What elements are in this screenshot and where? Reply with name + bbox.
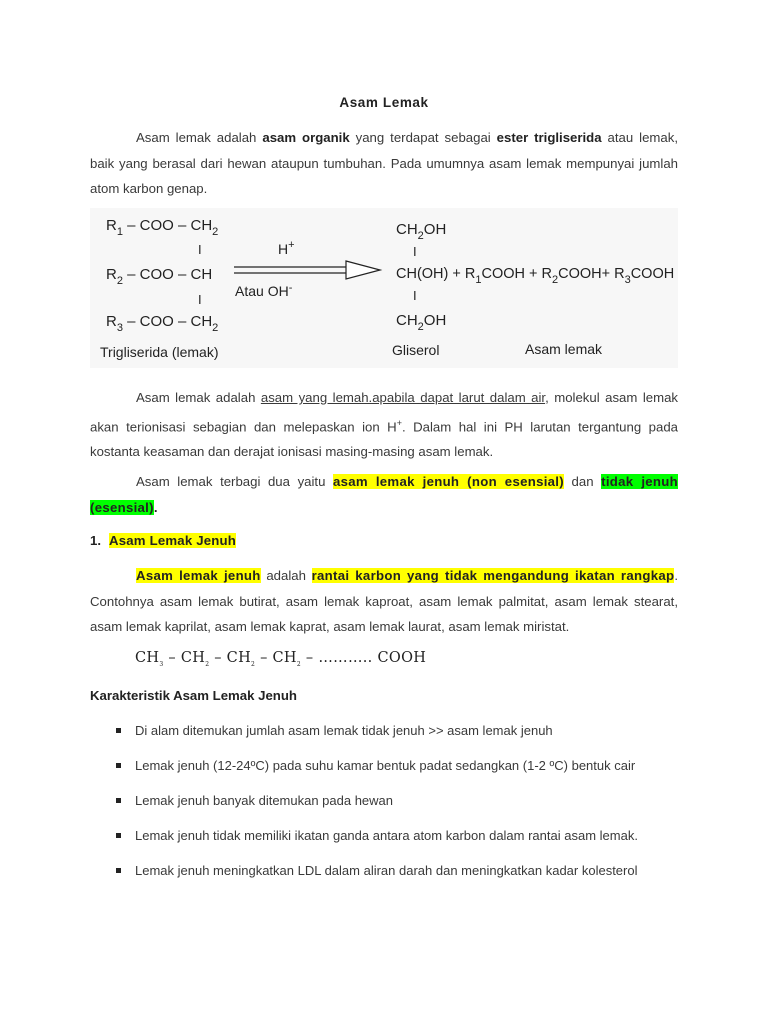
para-text: . Dalam hal ini PH larutan tergantung pada kostanta keasaman dan derajat ionisasi masing-masing asam lemak. bbox=[90, 418, 678, 460]
bullet-icon bbox=[116, 763, 121, 768]
list-item-text: Di alam ditemukan jumlah asam lemak tidak jenuh >> asam lemak jenuh bbox=[135, 723, 553, 738]
bold-term: asam organik bbox=[262, 130, 350, 145]
list-item bbox=[116, 720, 716, 755]
para-text: yang terdapat sebagai bbox=[349, 130, 497, 145]
bullet-icon bbox=[116, 833, 121, 838]
list-item-text: Lemak jenuh meningkatkan LDL dalam aliran darah dan meningkatkan kadar kolesterol bbox=[135, 863, 638, 878]
reaction-arrow bbox=[234, 261, 380, 279]
diagram-text: $CH_2OH$ bbox=[396, 312, 447, 333]
list-item bbox=[116, 790, 716, 825]
superscript: + bbox=[396, 417, 402, 428]
section-heading-1 bbox=[90, 533, 236, 548]
list-item bbox=[116, 755, 716, 790]
para-text: adalah bbox=[260, 568, 312, 583]
list-item bbox=[116, 860, 716, 895]
section-heading-2: Karakteristik Asam Lemak Jenuh bbox=[90, 688, 297, 703]
diagram-text: $R_2$ – COO – CH bbox=[106, 266, 213, 287]
para-text: Asam lemak adalah bbox=[136, 390, 261, 405]
catalyst-acid: H+ bbox=[278, 239, 295, 257]
para-text: , molekul asam lemak akan terionisasi sebagian dan melepaskan ion H bbox=[90, 390, 678, 434]
fatty-acid-label: Asam lemak bbox=[525, 341, 603, 357]
list-item-text: Lemak jenuh tidak memiliki ikatan ganda antara atom karbon dalam rantai asam lemak. bbox=[135, 828, 638, 843]
bullet-icon bbox=[116, 728, 121, 733]
diagram-text: $CH(OH) + R_1COOH$ + $R_2COOH+$ $R_3COOH$ bbox=[396, 266, 675, 286]
bond-line: I bbox=[198, 242, 202, 257]
triglyceride-label: Trigliserida (lemak) bbox=[100, 344, 219, 360]
list-item-text: Lemak jenuh banyak ditemukan pada hewan bbox=[135, 793, 394, 808]
saturated-definition-paragraph bbox=[90, 563, 678, 640]
para-text: . Contohnya asam lemak butirat, asam lemak kaproat, asam lemak palmitat, asam lemak stearat, asam lemak kaprilat, asam lemak kaprat, asam lemak laurat, asam lemak miristat. bbox=[90, 568, 678, 634]
page-title: Asam Lemak bbox=[339, 95, 429, 110]
highlight-yellow: asam lemak jenuh (non esensial) bbox=[333, 474, 564, 489]
diagram-text: $R_1$ – COO – $CH_2$ bbox=[106, 217, 219, 238]
bond-line: I bbox=[413, 288, 417, 303]
highlight-green: tidak jenuh (esensial) bbox=[90, 474, 678, 515]
diagram-text: $R_3$ – COO – $CH_2$ bbox=[106, 313, 219, 334]
classification-paragraph bbox=[90, 469, 678, 520]
catalyst-base: Atau OH- bbox=[235, 282, 293, 299]
diagram-text: $CH_2OH$ bbox=[396, 221, 447, 242]
hydrolysis-reaction-diagram bbox=[90, 208, 678, 368]
bullet-icon bbox=[116, 868, 121, 873]
para-text: dan bbox=[563, 474, 602, 489]
bold-term: ester trigliserida bbox=[496, 130, 602, 145]
acid-property-paragraph bbox=[90, 385, 678, 465]
list-item-text: Lemak jenuh (12-24ºC) pada suhu kamar bentuk padat sedangkan (1-2 ºC) bentuk cair bbox=[135, 758, 636, 773]
bond-line: I bbox=[413, 244, 417, 259]
bond-line: I bbox=[198, 292, 202, 307]
list-item bbox=[116, 825, 716, 860]
para-text: Asam lemak adalah bbox=[136, 130, 263, 145]
highlight-yellow: rantai karbon yang tidak mengandung ikatan rangkap bbox=[311, 568, 675, 583]
bullet-icon bbox=[116, 798, 121, 803]
period: . bbox=[153, 499, 158, 515]
characteristics-list bbox=[116, 720, 716, 895]
highlight-yellow: Asam lemak jenuh bbox=[136, 568, 261, 583]
para-text: atau lemak, baik yang berasal dari hewan ataupun tumbuhan. Pada umumnya asam lemak mempunyai jumlah atom karbon genap. bbox=[90, 130, 678, 196]
para-text: Asam lemak terbagi dua yaitu bbox=[136, 474, 334, 489]
intro-paragraph bbox=[90, 125, 678, 202]
section-number: 1. bbox=[90, 533, 101, 548]
underlined-text: asam yang lemah.apabila dapat larut dalam air bbox=[260, 390, 546, 405]
glycerol-label: Gliserol bbox=[392, 342, 440, 358]
section-title: Asam Lemak Jenuh bbox=[109, 533, 237, 548]
chemical-formula: $CH_3 - CH_2 - CH_2 - CH_2$ – ……….. COOH bbox=[135, 650, 427, 668]
